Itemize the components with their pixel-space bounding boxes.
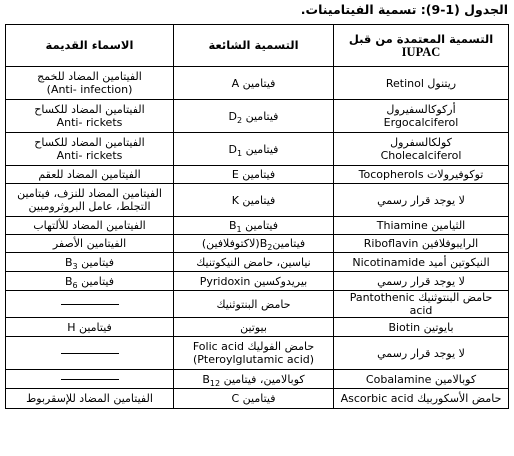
cell-line: الفيتامين المضاد للخمج [37,70,142,83]
table-row [6,67,509,100]
cell-common [174,235,334,253]
cell-line: Anti- rickets [56,116,123,129]
cell-line: Anti- rickets [56,149,123,162]
cell-iupac [334,291,509,318]
cell-line: Ergocalciferol [383,116,459,129]
cell-old [6,133,174,166]
cell-iupac [334,318,509,337]
header-iupac-line1: التسمية المعتمدة من قبل [348,31,494,46]
cell-iupac [334,100,509,133]
table-row [6,235,509,253]
cell-line: نياسين، حامض النيكوتنيك [196,255,311,269]
cell-line: الفيتامين المضاد للنزف، فيتامين [17,187,162,200]
empty-dash [61,304,119,305]
cell-common [174,272,334,291]
header-row [6,25,509,67]
header-common: التسمية الشائعة [174,25,334,67]
cell-line: (Anti- infection) [46,83,133,96]
cell-old [6,217,174,235]
cell-line: حامض البنتوثنيك [216,297,291,311]
cell-old [6,337,174,370]
cell-line: فيتامين $B_1$ [229,219,278,235]
cell-line: الفيتامين المضاد للكساح [34,103,145,116]
cell-line: حامض الفوليك Folic acid [192,340,315,353]
cell-iupac [334,217,509,235]
cell-line: كوبالامين Cobalamine [365,372,477,386]
cell-line: كولكالسفرول [390,136,452,149]
cell-line: بيوتين [240,320,267,334]
cell-line: فيتامين K [231,193,276,207]
cell-old [6,184,174,217]
cell-line: كوبالامين، فيتامين $B_{12}$ [202,372,305,388]
empty-dash [61,379,119,380]
cell-line: ريتنول Retinol [385,76,457,90]
table-row [6,184,509,217]
cell-iupac [334,253,509,272]
cell-line: الرايبوفلافين Riboflavin [363,237,479,250]
table-row [6,370,509,389]
cell-line: فيتامين $B_6$ [65,274,114,290]
cell-line: الفيتامين المضاد للعقم [38,168,141,181]
cell-common [174,166,334,184]
cell-old [6,166,174,184]
table-row [6,337,509,370]
cell-old [6,291,174,318]
cell-line: بيريدوكسين Pyridoxin [199,274,308,288]
cell-common [174,318,334,337]
cell-common [174,100,334,133]
cell-old [6,100,174,133]
cell-common [174,370,334,389]
vitamins-table [5,24,509,409]
empty-dash [61,353,119,354]
cell-line: الفيتامين المضاد للإسقربوط [26,392,153,405]
cell-iupac [334,166,509,184]
cell-common [174,67,334,100]
cell-line: فيتامين A [231,76,276,90]
cell-line: بايوتين Biotin [388,320,454,334]
table-row [6,253,509,272]
cell-line: الفيتامين المضاد للكساح [34,136,145,149]
cell-line: الفيتامين المضاد للألتهاب [33,219,146,232]
table-row [6,217,509,235]
header-old: الاسماء القديمة [6,25,174,67]
cell-line: فيتامين $D_2$ [228,109,279,125]
cell-line: حامض الأسكوربيك Ascorbic acid [340,392,502,405]
cell-common [174,184,334,217]
cell-line: الثيامين Thiamine [376,219,466,232]
table-row [6,133,509,166]
cell-line: (Pteroylglutamic acid) [192,353,315,366]
cell-line: لا يوجد قرار رسمي [377,193,465,207]
cell-iupac [334,235,509,253]
table-row [6,291,509,318]
cell-old [6,370,174,389]
cell-common [174,389,334,409]
cell-iupac [334,389,509,409]
table-row [6,166,509,184]
table-row [6,389,509,409]
cell-old [6,235,174,253]
cell-line: النيكوتين أميد Nicotinamide [352,255,490,269]
cell-line: أركوكالسفيرول [386,103,456,116]
cell-line: فيتامين E [231,168,276,181]
header-iupac [334,25,509,67]
cell-line: التجلط، عامل البروثرومبين [28,200,151,213]
cell-line: فيتامين $D_1$ [228,142,279,158]
table-row [6,272,509,291]
cell-old [6,389,174,409]
cell-iupac [334,370,509,389]
cell-iupac [334,184,509,217]
table-row [6,100,509,133]
cell-common [174,217,334,235]
cell-line: الفيتامين الأصفر [52,237,127,250]
cell-line: لا يوجد قرار رسمي [377,274,465,288]
cell-iupac [334,67,509,100]
cell-old [6,253,174,272]
cell-iupac [334,337,509,370]
cell-old [6,318,174,337]
cell-old [6,67,174,100]
cell-line: فيتامين C [231,392,276,405]
cell-iupac [334,272,509,291]
cell-line: توكوفيرولات Tocopherols [358,168,484,181]
cell-common [174,337,334,370]
cell-iupac [334,133,509,166]
cell-line: فيتامينB$_2$(لاكتوفلافين) [201,237,306,253]
cell-line: لا يوجد قرار رسمي [377,346,465,360]
table-row [6,318,509,337]
cell-common [174,133,334,166]
cell-line: حامض البنتوثنيك Pantothenic acid [349,291,493,317]
cell-line: فيتامين H [67,320,112,334]
cell-line: فيتامين $B_3$ [65,255,114,271]
table-body [6,67,509,409]
table-caption: الجدول (1-9): تسمية الفيتامينات. [300,2,508,17]
cell-line: Cholecalciferol [380,149,462,162]
cell-old [6,272,174,291]
cell-common [174,291,334,318]
cell-common [174,253,334,272]
header-iupac-line2: IUPAC [401,44,441,59]
